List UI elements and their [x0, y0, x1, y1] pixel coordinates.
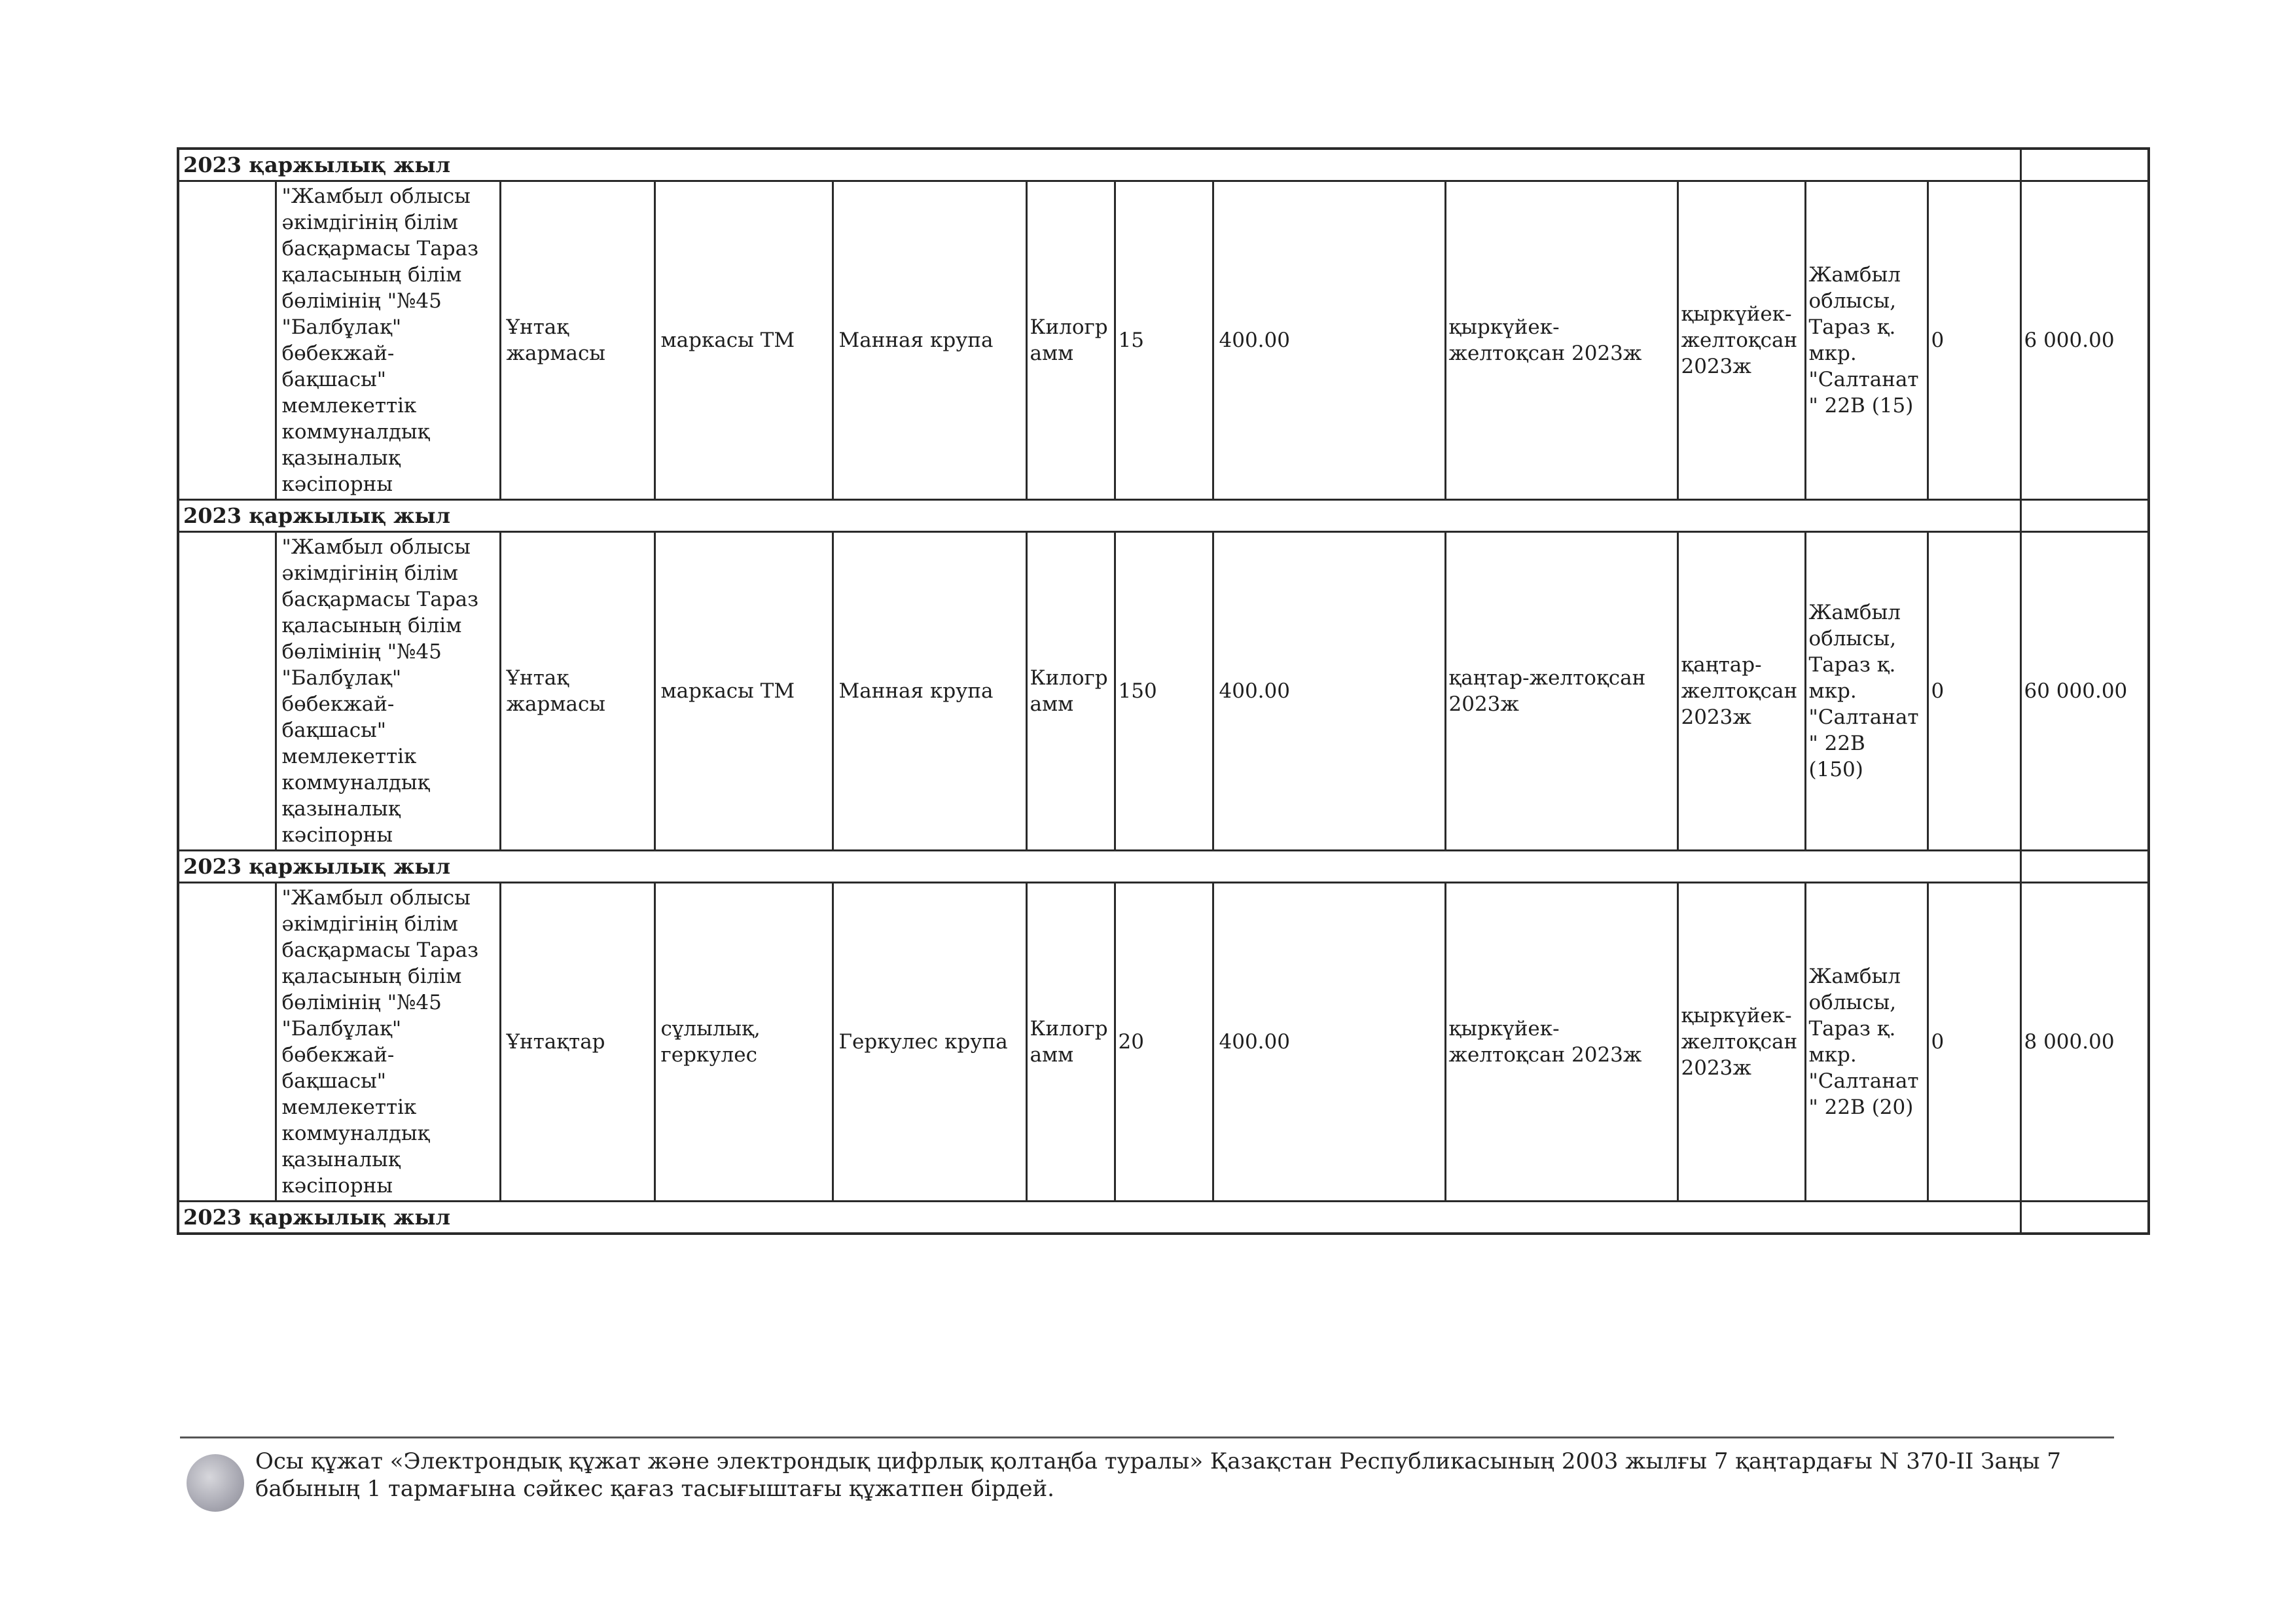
year-label: 2023 қаржылық жыл	[178, 851, 2020, 883]
year-row	[178, 851, 2149, 883]
description-cell: Манная крупа	[833, 181, 1026, 500]
row-number-cell	[178, 532, 276, 851]
period-cell: қыркүйек-желтоқсан 2023ж	[1677, 181, 1805, 500]
amount-cell: 8 000.00	[2020, 883, 2149, 1202]
procurement-table	[177, 147, 2150, 1235]
price-cell: 400.00	[1213, 883, 1445, 1202]
customer-cell: "Жамбыл облысы әкімдігінің білім басқармасы Тараз қаласының білім бөлімінің "№45 "Балбұлақ" бөбекжай-бақшасы" мемлекеттік коммуналдық қазыналық кәсіпорны	[276, 883, 500, 1202]
seal-icon	[187, 1454, 244, 1512]
year-row	[178, 500, 2149, 532]
amount-cell: 6 000.00	[2020, 181, 2149, 500]
description-cell: Геркулес крупа	[833, 883, 1026, 1202]
year-row	[178, 149, 2149, 181]
characteristic-cell: маркасы ТМ	[655, 532, 833, 851]
customer-cell: "Жамбыл облысы әкімдігінің білім басқармасы Тараз қаласының білім бөлімінің "№45 "Балбұлақ" бөбекжай-бақшасы" мемлекеттік коммуналдық қазыналық кәсіпорны	[276, 532, 500, 851]
footer-note: Осы құжат «Электрондық құжат және электрондық цифрлық қолтаңба туралы» Қазақстан Республикасының 2003 жылғы 7 қаңтардағы N 370-II Заңы 7 бабының 1 тармағына сәйкес қағаз тасығыштағы құжатпен бірдей.	[255, 1448, 2062, 1502]
item-name-cell: Ұнтақтар	[500, 883, 655, 1202]
item-name-cell: Ұнтақ жармасы	[500, 181, 655, 500]
table-row	[178, 181, 2149, 500]
period-cell: қыркүйек-желтоқсан 2023ж	[1677, 883, 1805, 1202]
period-cell: қыркүйек-желтоқсан 2023ж	[1445, 181, 1677, 500]
amount-cell: 60 000.00	[2020, 532, 2149, 851]
table-row	[178, 532, 2149, 851]
delivery-place-cell: Жамбыл облысы, Тараз қ. мкр. "Салтанат" 22В (150)	[1805, 532, 1928, 851]
characteristic-cell: маркасы ТМ	[655, 181, 833, 500]
item-name-cell: Ұнтақ жармасы	[500, 532, 655, 851]
footer-divider	[180, 1436, 2114, 1438]
year-label: 2023 қаржылық жыл	[178, 149, 2020, 181]
description-cell: Манная крупа	[833, 532, 1026, 851]
period-cell: қаңтар-желтоқсан 2023ж	[1445, 532, 1677, 851]
price-cell: 400.00	[1213, 181, 1445, 500]
table-row	[178, 883, 2149, 1202]
advance-cell: 0	[1928, 883, 2020, 1202]
customer-cell: "Жамбыл облысы әкімдігінің білім басқармасы Тараз қаласының білім бөлімінің "№45 "Балбұлақ" бөбекжай-бақшасы" мемлекеттік коммуналдық қазыналық кәсіпорны	[276, 181, 500, 500]
row-number-cell	[178, 181, 276, 500]
delivery-place-cell: Жамбыл облысы, Тараз қ. мкр. "Салтанат" 22В (15)	[1805, 181, 1928, 500]
delivery-place-cell: Жамбыл облысы, Тараз қ. мкр. "Салтанат" 22В (20)	[1805, 883, 1928, 1202]
characteristic-cell: сұлылық, геркулес	[655, 883, 833, 1202]
period-cell: қыркүйек-желтоқсан 2023ж	[1445, 883, 1677, 1202]
row-number-cell	[178, 883, 276, 1202]
unit-cell: Килограмм	[1026, 181, 1115, 500]
advance-cell: 0	[1928, 181, 2020, 500]
year-label: 2023 қаржылық жыл	[178, 1202, 2020, 1234]
period-cell: қаңтар-желтоқсан 2023ж	[1677, 532, 1805, 851]
advance-cell: 0	[1928, 532, 2020, 851]
quantity-cell: 150	[1115, 532, 1213, 851]
quantity-cell: 15	[1115, 181, 1213, 500]
year-label: 2023 қаржылық жыл	[178, 500, 2020, 532]
quantity-cell: 20	[1115, 883, 1213, 1202]
unit-cell: Килограмм	[1026, 532, 1115, 851]
year-row	[178, 1202, 2149, 1234]
unit-cell: Килограмм	[1026, 883, 1115, 1202]
price-cell: 400.00	[1213, 532, 1445, 851]
